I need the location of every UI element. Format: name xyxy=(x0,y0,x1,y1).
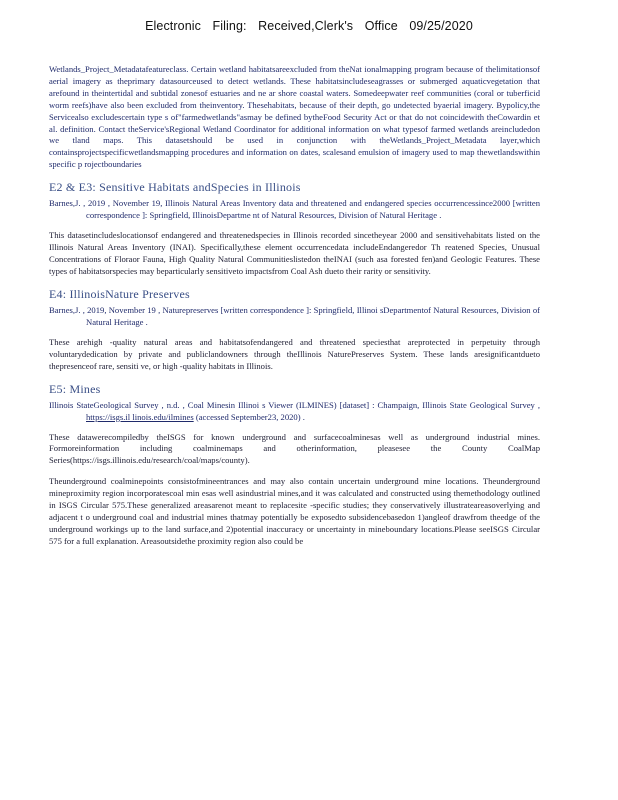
paragraph-mine-proximity: Theunderground coalminepoints consistofmineentrances and may also contain uncertain underground mine locations. Theunderground mineproximity region incorporatescoal min esas well asindustrial mines,and it was calculated and constructed using themethodology outlined in ISGS Circular 575.These generalized areasarenot meant to replacesite -specific studies; they conservatively illustrateareasoverlying and adjacent t o underground coal and industrial mines thatmay potentially be exposedto subsidencebasedon 1)angleof drawfrom theedge of the underground workings up to the land surface,and 2)potential inaccuracy or uncertainty in mineboundary locations.Please seeISGS Circular 575 for a full explanation. Areasoutsidethe proximity region also could be xyxy=(49,476,540,546)
heading-mines: E5: Mines xyxy=(49,381,101,396)
reference-isgs-text: Illinois StateGeological Survey , n.d. , Coal Minesin Illinoi s Viewer (ILMINES) [dataset] : Champaign, Illinois State Geological Survey , xyxy=(49,399,540,410)
reference-barnes-inai: Barnes,J. , 2019 , November 19, Illinois Natural Areas Inventory data and threatened and endangered species occurrencessince2000 [written correspondence ]: Springfield, IllinoisDepartme nt of Natural Resources, Division of Natural Heritage . xyxy=(49,198,540,221)
paragraph-wetlands: Wetlands_Project_Metadatafeatureclass. Certain wetland habitatsareexcluded from theNat ionalmapping program because of thelimitationsof aerial imagery as theprimary datasourceused to detect wetlands. These habitatsincludeseagrasses or submerged aquaticvegetation that arefound in theintertidal and subtidal zonesof estuaries and ne ar shore coastal waters. Somedeepwater reef communities (coral or tuberficid worm reefs)have also been excluded from theinventory. Thesehabitats, because of their depth, go undetected byaerial imagery. Bypolicy,the Servicealso excludescertain type s of"farmedwetlands"asmay be defined bytheFood Security Act or that do not coincidewith theCowardin et al. definition. Contact theService'sRegional Wetland Coordinator for additional information on what typesof farmed wetlands areincludedon we tland maps. This datasetshould be used in conjunction with theWetlands_Project_Metadata layer,which containsprojectspecificwetlandsmapping procedures and information on dates, scalesand emulsion of imagery used to map thewetlandswithin specific p rojectboundaries xyxy=(49,64,540,170)
ilmines-link[interactable]: https://isgs.il linois.edu/ilmines xyxy=(86,411,194,422)
paragraph-nature-preserves: These arehigh -quality natural areas and habitatsofendangered and threatened speciesthat areprotected in perpetuity through voluntarydedication by private and publiclandowners through theIllinois NaturePreserves System. These lands aresignificantdueto thepresenceof rare, sensiti ve, or high -quality habitats in Illinois. xyxy=(49,336,540,371)
reference-barnes-preserves: Barnes,J. , 2019, November 19 , Naturepreserves [written correspondence ]: Springfield, Illinoi sDepartmentof Natural Resources, Division of Natural Heritage . xyxy=(49,304,540,327)
reference-isgs-ilmines xyxy=(49,399,540,423)
document-body xyxy=(49,64,540,557)
heading-sensitive-habitats: E2 & E3: Sensitive Habitats andSpecies in Illinois xyxy=(49,180,301,195)
heading-nature-preserves: E4: IllinoisNature Preserves xyxy=(49,286,190,301)
paragraph-endangered-species: This datasetincludeslocationsof endangered and threatenedspecies in Illinois recorded sincetheyear 2000 and sensitivehabitats listed on the Illinois Natural Areas Inventory (INAI). Specifically,these element occurrencedata includeEndangeredor Th reatened Species, Unusual Concentrations of Floraor Fauna, High Quality Natural Communitieslistedon theINAI (such asa forested fen)and Geologic Features. These types of habitatsorspecies may beparticularly sensitiveto impactsfrom Coal Ash dueto their rarity or sensitivity. xyxy=(49,230,540,276)
reference-isgs-accessed: (accessed September23, 2020) . xyxy=(195,411,305,422)
paragraph-mines-data: These datawerecompiledby theISGS for known underground and surfacecoalminesas well as underground industrial mines. Formoreinformation including coalminemaps and otherinformation, pleasesee the County CoalMap Series(https://isgs.illinois.edu/research/coal/maps/county). xyxy=(49,431,540,466)
filing-header: Electronic Filing: Received,Clerk's Office 09/25/2020 xyxy=(145,19,473,33)
